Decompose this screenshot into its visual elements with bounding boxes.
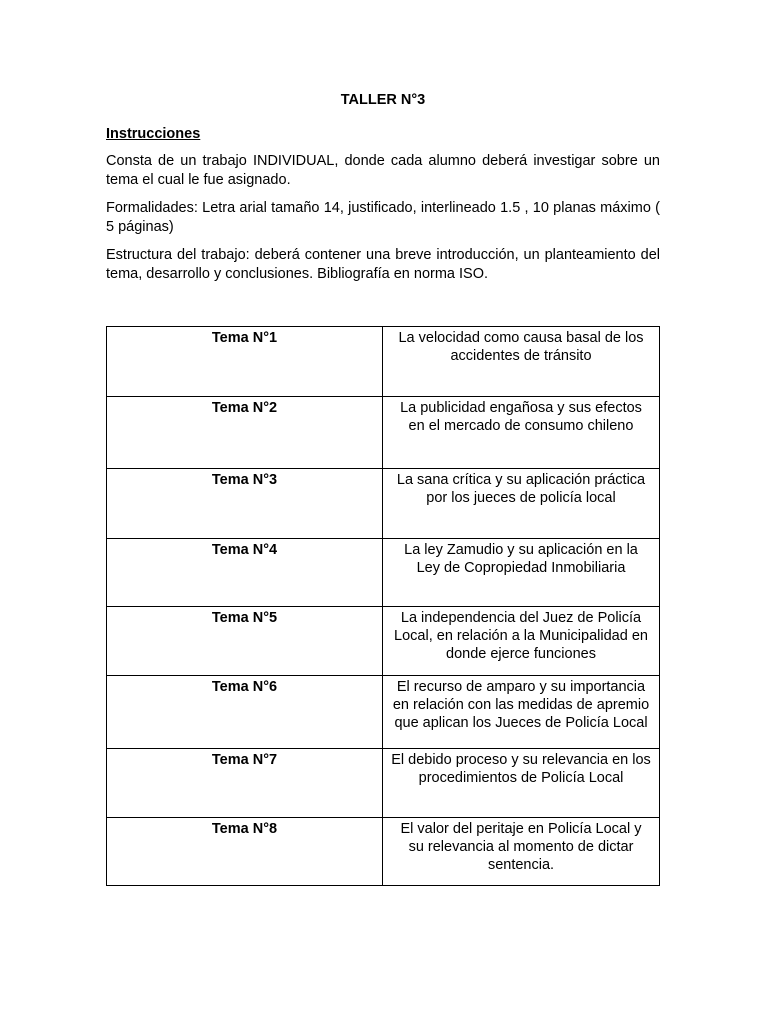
- tema-label: Tema N°3: [107, 469, 383, 539]
- tema-label: Tema N°6: [107, 676, 383, 749]
- tema-label: Tema N°5: [107, 607, 383, 676]
- table-row: [107, 818, 660, 886]
- tema-description: El debido proceso y su relevancia en los procedimientos de Policía Local: [383, 749, 660, 818]
- table-row: [107, 607, 660, 676]
- instruction-paragraph-1: Consta de un trabajo INDIVIDUAL, donde cada alumno deberá investigar sobre un tema el cual le fue asignado.: [106, 153, 660, 188]
- tema-label: Tema N°2: [107, 397, 383, 469]
- instruction-paragraph-2: Formalidades: Letra arial tamaño 14, justificado, interlineado 1.5 , 10 planas máximo ( 5 páginas): [106, 200, 660, 235]
- instructions-heading: Instrucciones: [106, 126, 201, 142]
- tema-label: Tema N°7: [107, 749, 383, 818]
- tema-description: La independencia del Juez de Policía Local, en relación a la Municipalidad en donde ejerce funciones: [383, 607, 660, 676]
- tema-label: Tema N°4: [107, 539, 383, 607]
- tema-description: El recurso de amparo y su importancia en relación con las medidas de apremio que aplican los Jueces de Policía Local: [383, 676, 660, 749]
- topics-table: [106, 326, 660, 886]
- instruction-paragraph-3: Estructura del trabajo: deberá contener una breve introducción, un planteamiento del tema, desarrollo y conclusiones. Bibliografía en norma ISO.: [106, 247, 660, 282]
- tema-label: Tema N°8: [107, 818, 383, 886]
- tema-description: El valor del peritaje en Policía Local y su relevancia al momento de dictar sentencia.: [383, 818, 660, 886]
- document-title: TALLER N°3: [340, 92, 426, 108]
- table-row: [107, 469, 660, 539]
- table-row: [107, 676, 660, 749]
- tema-label: Tema N°1: [107, 327, 383, 397]
- tema-description: La sana crítica y su aplicación práctica por los jueces de policía local: [383, 469, 660, 539]
- tema-description: La velocidad como causa basal de los accidentes de tránsito: [383, 327, 660, 397]
- table-row: [107, 327, 660, 397]
- tema-description: La ley Zamudio y su aplicación en la Ley de Copropiedad Inmobiliaria: [383, 539, 660, 607]
- tema-description: La publicidad engañosa y sus efectos en el mercado de consumo chileno: [383, 397, 660, 469]
- table-row: [107, 539, 660, 607]
- table-row: [107, 749, 660, 818]
- document-body: [106, 90, 660, 293]
- table-row: [107, 397, 660, 469]
